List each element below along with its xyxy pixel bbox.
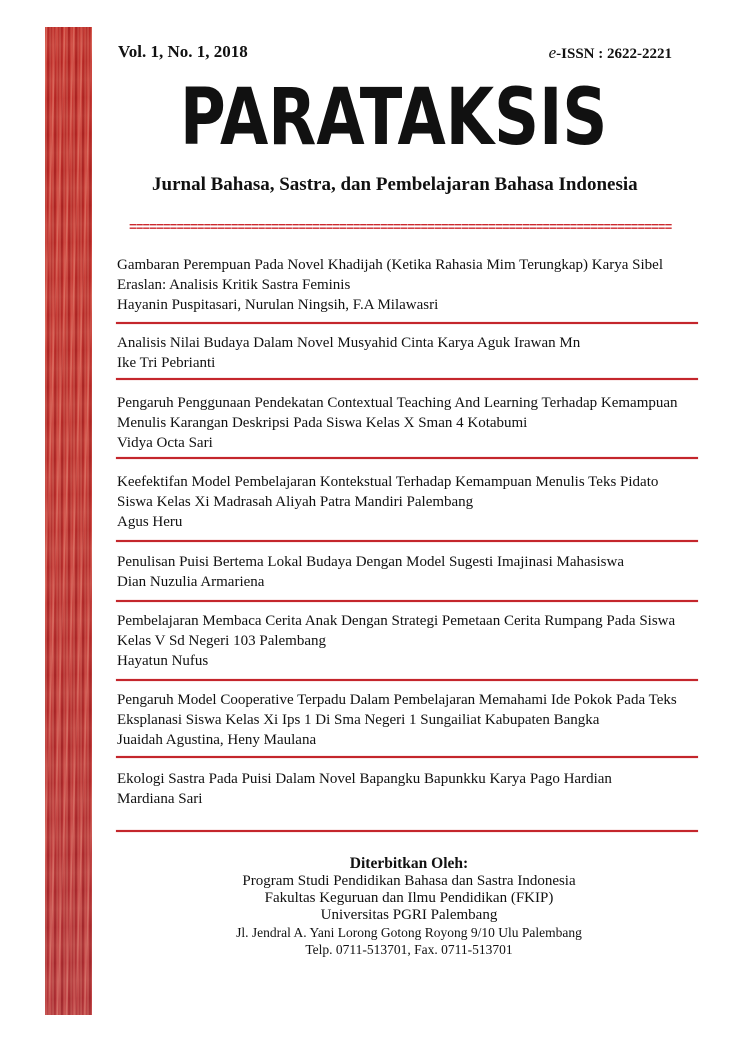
article-entry	[117, 552, 699, 592]
article-authors: Vidya Octa Sari	[117, 435, 213, 451]
article-title-line: Siswa Kelas Xi Madrasah Aliyah Patra Mandiri Palembang	[117, 494, 474, 510]
article-divider	[116, 540, 698, 542]
article-title-line: Pengaruh Penggunaan Pendekatan Contextual Teaching And Learning Terhadap Kemampuan	[117, 395, 678, 411]
article-title-line: Penulisan Puisi Bertema Lokal Budaya Dengan Model Sugesti Imajinasi Mahasiswa	[117, 554, 624, 570]
article-title-line: Analisis Nilai Budaya Dalam Novel Musyahid Cinta Karya Aguk Irawan Mn	[117, 335, 581, 351]
article-divider	[116, 756, 698, 758]
publisher-university: Universitas PGRI Palembang	[320, 907, 498, 923]
article-authors: Mardiana Sari	[117, 791, 203, 807]
volume-label: Vol. 1, No. 1, 2018	[118, 42, 248, 61]
article-entry	[117, 769, 699, 809]
article-divider	[116, 679, 698, 681]
article-title-line: Ekologi Sastra Pada Puisi Dalam Novel Bapangku Bapunkku Karya Pago Hardian	[117, 771, 612, 787]
publisher-program: Program Studi Pendidikan Bahasa dan Sastra Indonesia	[242, 873, 576, 889]
publisher-faculty: Fakultas Keguruan dan Ilmu Pendidikan (FKIP)	[264, 890, 554, 906]
article-entry	[117, 472, 699, 532]
article-divider	[116, 457, 698, 459]
article-divider	[116, 600, 698, 602]
article-title-line: Eraslan: Analisis Kritik Sastra Feminis	[117, 277, 351, 293]
article-title-line: Eksplanasi Siswa Kelas Xi Ips 1 Di Sma Negeri 1 Sungailiat Kabupaten Bangka	[117, 712, 600, 728]
article-entry	[117, 611, 699, 671]
article-title-line: Kelas V Sd Negeri 103 Palembang	[117, 633, 326, 649]
article-authors: Agus Heru	[117, 514, 183, 530]
publisher-block	[200, 855, 618, 958]
article-authors: Dian Nuzulia Armariena	[117, 574, 265, 590]
article-authors: Hayanin Puspitasari, Nurulan Ningsih, F.A Milawasri	[117, 297, 439, 313]
article-divider	[116, 830, 698, 832]
decorative-red-spine	[45, 27, 92, 1015]
article-divider	[116, 322, 698, 324]
article-authors: Hayatun Nufus	[117, 653, 209, 669]
separator-line: ================================================================================	[129, 220, 672, 235]
article-title-line: Pembelajaran Membaca Cerita Anak Dengan Strategi Pemetaan Cerita Rumpang Pada Siswa	[117, 613, 676, 629]
article-entry	[117, 393, 699, 453]
article-entry	[117, 690, 699, 750]
journal-subtitle: Jurnal Bahasa, Sastra, dan Pembelajaran Bahasa Indonesia	[152, 174, 638, 195]
article-entry	[117, 255, 699, 315]
article-authors: Ike Tri Pebrianti	[117, 355, 216, 371]
publisher-address: Jl. Jendral A. Yani Lorong Gotong Royong 9/10 Ulu Palembang	[236, 925, 582, 940]
issn-prefix: e	[548, 43, 557, 62]
article-divider	[116, 378, 698, 380]
publisher-heading: Diterbitkan Oleh:	[349, 855, 469, 872]
issn-label	[549, 43, 672, 63]
article-entry	[117, 333, 699, 373]
article-title-line: Pengaruh Model Cooperative Terpadu Dalam Pembelajaran Memahami Ide Pokok Pada Teks	[117, 692, 677, 708]
article-authors: Juaidah Agustina, Heny Maulana	[117, 732, 317, 748]
article-title-line: Menulis Karangan Deskripsi Pada Siswa Kelas X Sman 4 Kotabumi	[117, 415, 528, 431]
issn-number: -ISSN : 2622-2221	[556, 46, 672, 62]
journal-title: PARATAKSIS	[180, 73, 608, 163]
article-title-line: Keefektifan Model Pembelajaran Kontekstual Terhadap Kemampuan Menulis Teks Pidato	[117, 474, 659, 490]
article-title-line: Gambaran Perempuan Pada Novel Khadijah (Ketika Rahasia Mim Terungkap) Karya Sibel	[117, 257, 664, 273]
publisher-contact: Telp. 0711-513701, Fax. 0711-513701	[305, 942, 513, 957]
